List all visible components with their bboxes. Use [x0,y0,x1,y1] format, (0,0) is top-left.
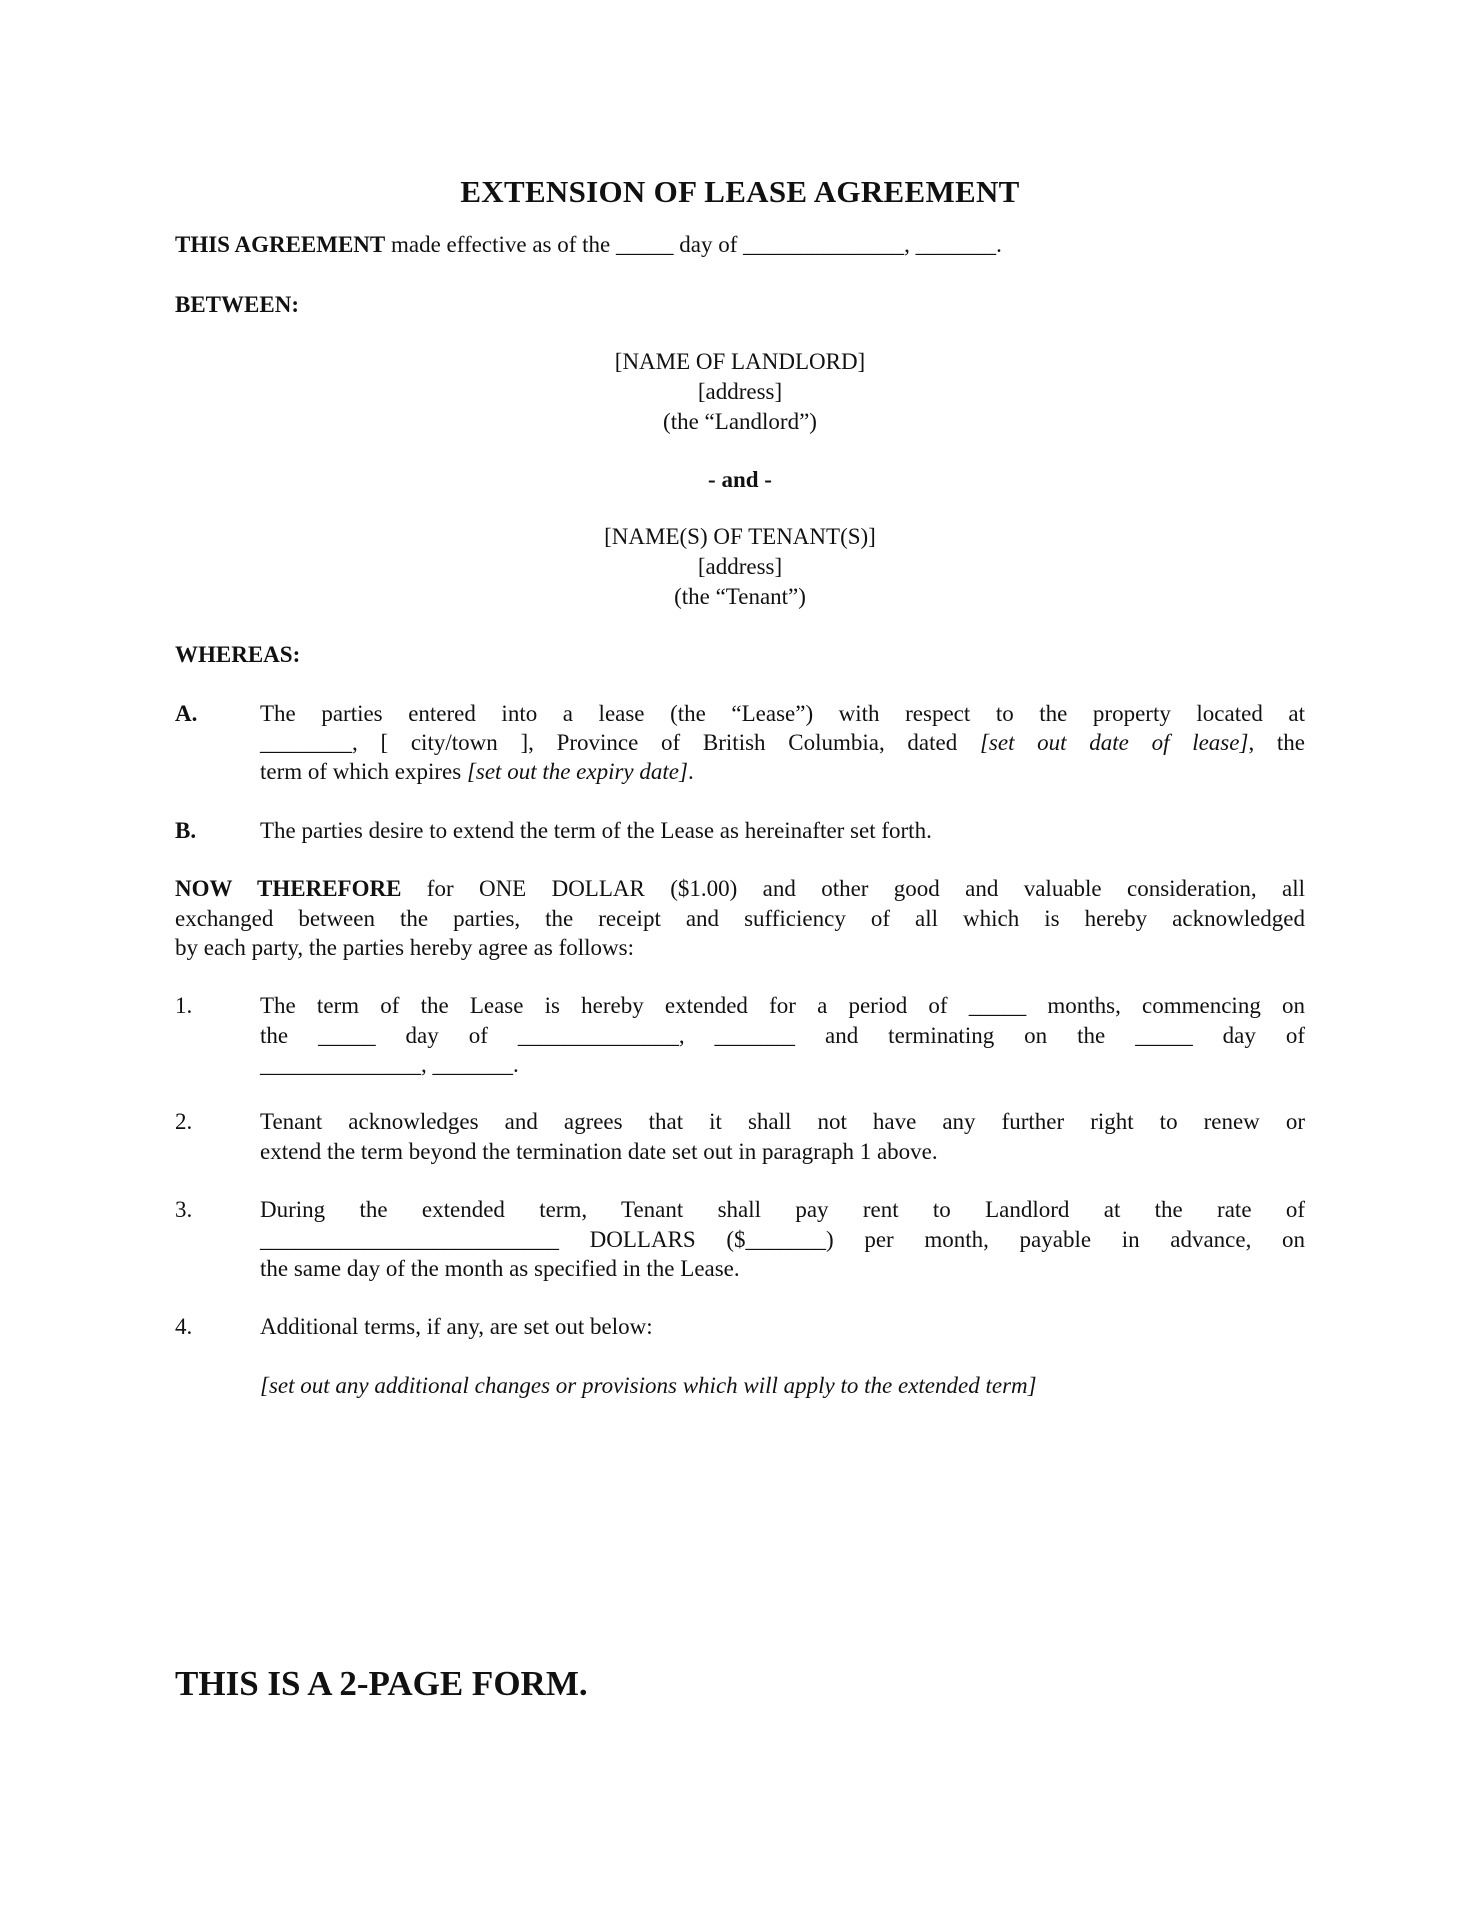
clause-1-line-1: The term of the Lease is hereby extended for a period of _____ months, commencing on [260,993,1305,1018]
clause-1-line-2: the _____ day of ______________, _______ and terminating on the _____ day of [260,1023,1305,1048]
and-separator: - and - [708,467,772,492]
clause-2-line-2: extend the term beyond the termination date set out in paragraph 1 above. [260,1139,938,1164]
clause-4-label: 4. [175,1314,193,1339]
clause-3-line-2: __________________________ DOLLARS ($_______) per month, payable in advance, on [260,1227,1305,1252]
now-therefore-line-1 [175,874,1305,904]
whereas-heading: WHEREAS: [175,642,301,667]
recital-a-line-3 [260,757,1305,787]
now-therefore-line-2: exchanged between the parties, the receipt and sufficiency of all which is hereby acknowledged [175,906,1305,931]
intro-text: made effective as of the _____ day of ______________, _______. [385,232,1002,257]
landlord-address: [address] [697,379,783,404]
recital-a-line-2 [260,728,1305,758]
tenant-name: [NAME(S) OF TENANT(S)] [604,524,876,549]
intro-bold: THIS AGREEMENT [175,232,386,257]
recital-a-italic-placeholder: [set out the expiry date] [466,759,688,784]
clause-1-label: 1. [175,993,193,1018]
recital-b-label: B. [175,818,197,843]
clause-2-line-1: Tenant acknowledges and agrees that it shall not have any further right to renew or [260,1109,1305,1134]
recital-a-text: . [687,759,694,784]
now-therefore-text: for ONE DOLLAR ($1.00) and other good and valuable consideration, all [401,876,1305,901]
clause-4-line-1: Additional terms, if any, are set out below: [260,1314,653,1339]
tenant-address: [address] [697,554,783,579]
recital-a-line-1: The parties entered into a lease (the “Lease”) with respect to the property located at [260,701,1305,726]
clause-3-label: 3. [175,1197,193,1222]
recital-a-text: , the [1248,730,1306,755]
clause-2-label: 2. [175,1109,193,1134]
clause-3-line-3: the same day of the month as specified in the Lease. [260,1256,740,1281]
now-therefore-line-3: by each party, the parties hereby agree as follows: [175,935,634,960]
landlord-label: (the “Landlord”) [663,409,817,434]
now-therefore-bold: NOW THEREFORE [175,876,402,901]
clause-1-line-3: ______________, _______. [260,1052,519,1077]
recital-a-text: ________, [ city/town ], Province of British Columbia, dated [260,730,980,755]
recital-a-label: A. [175,701,198,726]
recital-a-text: term of which expires [260,759,467,784]
recital-b-text: The parties desire to extend the term of the Lease as hereinafter set forth. [260,818,932,843]
tenant-label: (the “Tenant”) [674,584,806,609]
landlord-name: [NAME OF LANDLORD] [614,349,866,374]
between-heading: BETWEEN: [175,292,299,317]
clause-4-italic-note: [set out any additional changes or provisions which will apply to the extended term] [260,1373,1037,1398]
clause-3-line-1: During the extended term, Tenant shall pay rent to Landlord at the rate of [260,1197,1305,1222]
intro-line [175,230,1305,260]
document-title: EXTENSION OF LEASE AGREEMENT [460,174,1020,209]
page-form-notice: THIS IS A 2-PAGE FORM. [175,1664,588,1703]
recital-a-italic-placeholder: [set out date of lease] [979,730,1249,755]
